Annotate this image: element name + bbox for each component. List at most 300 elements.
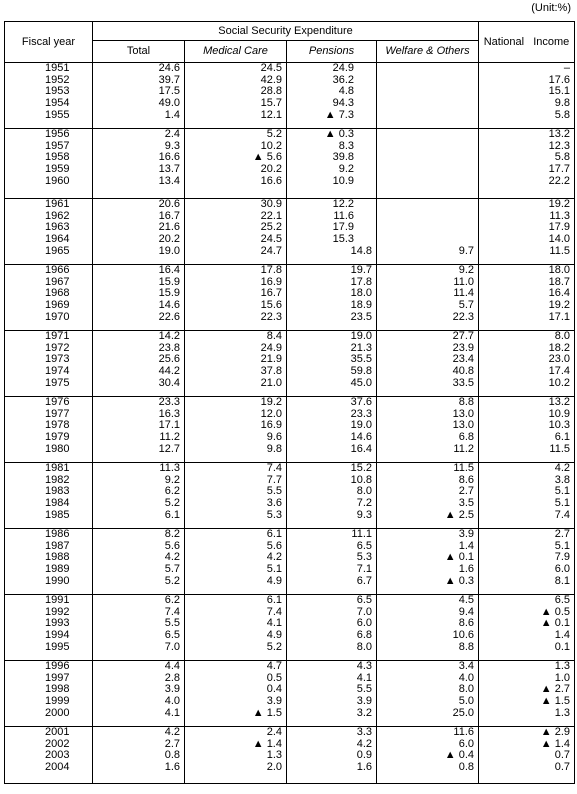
value: ▲ 2.5: [444, 508, 475, 521]
medical-care-cell: [185, 727, 287, 784]
value: 6.5: [164, 629, 180, 642]
fiscal-year: 2001: [45, 726, 70, 738]
national-income-cell: [479, 595, 575, 661]
fiscal-year: 1974: [45, 365, 70, 378]
welfare-others-cell: [377, 397, 479, 463]
value: 13.0: [452, 419, 475, 432]
value: 6.7: [356, 574, 372, 587]
welfare-others-cell: [377, 199, 479, 265]
fiscal-year: 1956: [45, 128, 70, 140]
welfare-others-cell: [377, 129, 479, 199]
value: 3.6: [266, 497, 282, 510]
table-row-group: [5, 199, 575, 265]
national-income-cell: [479, 331, 575, 397]
value: 15.1: [548, 85, 571, 98]
value: 12.0: [260, 407, 282, 420]
value: 0.9: [356, 749, 372, 762]
value: 2.4: [266, 726, 282, 738]
value: 9.2: [458, 264, 475, 276]
value: 16.3: [158, 407, 180, 420]
welfare-others-cell: [377, 265, 479, 331]
value: 4.3: [356, 660, 372, 672]
pensions-cell: [287, 199, 377, 265]
fiscal-year: 1952: [45, 73, 70, 86]
header-pensions: Pensions: [287, 40, 377, 62]
value: 8.2: [164, 528, 180, 540]
value: [377, 129, 478, 141]
value: 45.0: [350, 376, 372, 389]
total-cell: [93, 529, 185, 595]
national-income-cell: [479, 661, 575, 727]
fiscal-year: 1985: [45, 508, 70, 521]
fiscal-year-cell: [5, 661, 93, 727]
fiscal-year: 1965: [45, 244, 70, 257]
value: 21.6: [158, 221, 180, 234]
value: [377, 63, 478, 75]
value: 12.2: [332, 198, 354, 210]
value: 24.6: [158, 62, 180, 74]
value: 39.8: [332, 151, 354, 164]
value: 5.3: [356, 551, 372, 564]
value: 22.1: [260, 209, 282, 222]
value: 13.2: [548, 396, 571, 408]
table-row-group: [5, 397, 575, 463]
fiscal-year: 1958: [45, 151, 70, 164]
value: 17.6: [548, 73, 571, 86]
value: 21.0: [260, 376, 282, 389]
value: 10.6: [452, 629, 475, 642]
value: 2.7: [164, 737, 180, 750]
fiscal-year: 1972: [45, 341, 70, 354]
national-income-cell: [479, 199, 575, 265]
fiscal-year: 1983: [45, 485, 70, 498]
value: 0.8: [164, 749, 180, 762]
value: 10.3: [548, 419, 571, 432]
value: 23.9: [452, 341, 475, 354]
value: 11.3: [549, 209, 571, 222]
value: [377, 152, 478, 164]
value: 3.2: [356, 706, 372, 719]
value: 59.8: [350, 365, 372, 378]
fiscal-year: 1988: [45, 551, 70, 564]
value: 9.3: [164, 139, 180, 152]
value: 5.1: [554, 485, 571, 498]
value: 13.7: [158, 163, 180, 176]
value: 10.9: [548, 407, 571, 420]
table-row-group: [5, 63, 575, 129]
fiscal-year: 1996: [45, 660, 70, 672]
value: 16.9: [260, 275, 282, 288]
value: [377, 141, 478, 153]
value: [377, 75, 478, 87]
value: 7.2: [356, 497, 372, 510]
value: 39.7: [158, 73, 180, 86]
fiscal-year: 1953: [45, 85, 70, 98]
value: 22.3: [452, 310, 475, 323]
value: 13.4: [158, 174, 180, 187]
value: 5.6: [164, 539, 180, 552]
value: 24.7: [260, 244, 282, 257]
table-row-group: [5, 727, 575, 784]
value: 5.2: [164, 497, 180, 510]
value: 10.2: [260, 139, 282, 152]
pensions-cell: [287, 63, 377, 129]
fiscal-year: 1978: [45, 419, 70, 432]
value: 19.7: [350, 264, 372, 276]
value: 42.9: [260, 73, 282, 86]
fiscal-year: 1966: [45, 264, 70, 276]
value: 1.3: [554, 660, 571, 672]
value: [377, 222, 478, 234]
value: 23.0: [548, 353, 571, 366]
value: 1.3: [554, 706, 571, 719]
value: 15.9: [158, 275, 180, 288]
value: 4.1: [164, 706, 180, 719]
value: 10.8: [350, 473, 372, 486]
value: [377, 211, 478, 223]
value: 11.2: [159, 431, 180, 444]
value: 6.1: [164, 508, 180, 521]
value: 7.1: [356, 563, 372, 576]
value: 3.9: [266, 695, 282, 708]
value: 4.2: [164, 726, 180, 738]
medical-care-cell: [185, 331, 287, 397]
total-cell: [93, 265, 185, 331]
table-row-group: [5, 595, 575, 661]
value: 16.6: [158, 151, 180, 164]
value: 17.8: [260, 264, 282, 276]
value: 4.4: [164, 660, 180, 672]
value: 18.0: [548, 264, 571, 276]
fiscal-year: 1957: [45, 139, 70, 152]
value: 5.2: [164, 574, 180, 587]
value: 8.0: [356, 640, 372, 653]
header-medical-care: Medical Care: [185, 40, 287, 62]
value: [377, 176, 478, 188]
value: [377, 86, 478, 98]
fiscal-year-cell: [5, 199, 93, 265]
value: 0.7: [554, 761, 571, 774]
value: 11.3: [159, 462, 180, 474]
value: 9.4: [458, 605, 475, 618]
value: 15.6: [260, 299, 282, 312]
fiscal-year: 2004: [45, 761, 70, 774]
value: 7.0: [164, 640, 180, 653]
value: 5.3: [266, 508, 282, 521]
value: 8.1: [554, 574, 571, 587]
value: 23.8: [158, 341, 180, 354]
value: 21.9: [260, 353, 282, 366]
pensions-cell: [287, 463, 377, 529]
fiscal-year: 1997: [45, 671, 70, 684]
value: 22.3: [260, 310, 282, 323]
value: 23.3: [158, 396, 180, 408]
fiscal-year: 1971: [45, 330, 70, 342]
value: 23.3: [350, 407, 372, 420]
national-income-cell: [479, 727, 575, 784]
value: 9.6: [266, 431, 282, 444]
value: 15.3: [332, 233, 354, 246]
value: 15.2: [350, 462, 372, 474]
value: 6.1: [266, 594, 282, 606]
value: 1.4: [554, 629, 571, 642]
value: 8.4: [266, 330, 282, 342]
value: 11.6: [453, 726, 475, 738]
value: 8.8: [458, 640, 475, 653]
value: 15.7: [260, 97, 282, 110]
fiscal-year: 1960: [45, 174, 70, 187]
value: 2.7: [554, 528, 571, 540]
value: 33.5: [452, 376, 475, 389]
value: 4.0: [458, 671, 475, 684]
value: 5.0: [458, 695, 475, 708]
table-row-group: [5, 331, 575, 397]
medical-care-cell: [185, 463, 287, 529]
fiscal-year: 1993: [45, 617, 70, 630]
fiscal-year: 1975: [45, 376, 70, 389]
value: 4.2: [266, 551, 282, 564]
value: 5.1: [554, 497, 571, 510]
national-income-cell: [479, 397, 575, 463]
value: 19.2: [548, 198, 571, 210]
value: ▲ 2.9: [540, 726, 571, 738]
value: 4.9: [266, 574, 282, 587]
value: 7.0: [356, 605, 372, 618]
medical-care-cell: [185, 397, 287, 463]
value: 14.2: [158, 330, 180, 342]
value: 12.1: [260, 108, 282, 121]
value: 9.8: [266, 442, 282, 455]
value: 6.5: [356, 594, 372, 606]
value: 40.8: [452, 365, 475, 378]
fiscal-year: 1987: [45, 539, 70, 552]
value: 17.7: [548, 163, 571, 176]
value: 12.7: [158, 442, 180, 455]
value: ▲ 2.7: [540, 683, 571, 696]
medical-care-cell: [185, 595, 287, 661]
value: 9.3: [356, 508, 372, 521]
fiscal-year: 1999: [45, 695, 70, 708]
fiscal-year: 1963: [45, 221, 70, 234]
value: ▲ 0.1: [444, 551, 475, 564]
value: 16.7: [260, 287, 282, 300]
value: 24.9: [260, 341, 282, 354]
value: 17.4: [548, 365, 571, 378]
pensions-cell: [287, 265, 377, 331]
value: 1.4: [458, 539, 475, 552]
value: 3.3: [356, 726, 372, 738]
unit-label: (Unit:%): [531, 2, 571, 14]
value: ▲ 0.5: [540, 605, 571, 618]
value: 10.2: [548, 376, 571, 389]
value: 6.0: [356, 617, 372, 630]
total-cell: [93, 129, 185, 199]
value: 7.4: [164, 605, 180, 618]
welfare-others-cell: [377, 463, 479, 529]
value: 19.0: [350, 330, 372, 342]
value: 8.6: [458, 617, 475, 630]
table-row-group: [5, 265, 575, 331]
value: 4.2: [356, 737, 372, 750]
value: 4.2: [554, 462, 571, 474]
medical-care-cell: [185, 661, 287, 727]
total-cell: [93, 463, 185, 529]
fiscal-year: 1959: [45, 163, 70, 176]
value: 25.2: [260, 221, 282, 234]
value: 18.0: [350, 287, 372, 300]
value: 7.4: [266, 462, 282, 474]
total-cell: [93, 661, 185, 727]
total-cell: [93, 199, 185, 265]
value: 23.4: [452, 353, 475, 366]
value: [377, 199, 478, 211]
value: 4.1: [266, 617, 282, 630]
value: 15.9: [158, 287, 180, 300]
fiscal-year: 1995: [45, 640, 70, 653]
value: 3.9: [458, 528, 475, 540]
value: 21.3: [350, 341, 372, 354]
value: 7.4: [554, 508, 571, 521]
value: 4.2: [164, 551, 180, 564]
value: 11.1: [351, 528, 372, 540]
value: 3.4: [458, 660, 475, 672]
fiscal-year: 1970: [45, 310, 70, 323]
value: 3.9: [356, 695, 372, 708]
value: 5.1: [554, 539, 571, 552]
value: ▲ 0.3: [324, 128, 354, 140]
value: 14.8: [350, 244, 372, 257]
table-row-group: [5, 661, 575, 727]
value: 10.9: [332, 174, 354, 187]
fiscal-year: 1973: [45, 353, 70, 366]
total-cell: [93, 397, 185, 463]
value: 5.8: [554, 151, 571, 164]
fiscal-year-cell: [5, 397, 93, 463]
value: 0.5: [266, 671, 282, 684]
value: 0.7: [554, 749, 571, 762]
value: 8.6: [458, 473, 475, 486]
value: 6.2: [164, 594, 180, 606]
fiscal-year-cell: [5, 727, 93, 784]
value: 9.2: [338, 163, 354, 176]
medical-care-cell: [185, 265, 287, 331]
value: 0.4: [266, 683, 282, 696]
fiscal-year: 1992: [45, 605, 70, 618]
value: 19.0: [158, 244, 180, 257]
national-income-cell: [479, 63, 575, 129]
value: 16.4: [350, 442, 372, 455]
welfare-others-cell: [377, 661, 479, 727]
value: 11.5: [549, 244, 571, 257]
value: 6.5: [554, 594, 571, 606]
national-income-cell: [479, 265, 575, 331]
value: ▲ 1.4: [540, 737, 571, 750]
value: 22.2: [548, 174, 571, 187]
value: 27.7: [452, 330, 475, 342]
value: 8.3: [338, 139, 354, 152]
header-social-security-group: Social Security Expenditure: [93, 22, 479, 41]
fiscal-year-cell: [5, 595, 93, 661]
value: 11.0: [453, 275, 475, 288]
value: 16.7: [158, 209, 180, 222]
fiscal-year: 1981: [45, 462, 70, 474]
value: 0.8: [458, 761, 475, 774]
value: 6.5: [356, 539, 372, 552]
value: 17.5: [158, 85, 180, 98]
fiscal-year: 1969: [45, 299, 70, 312]
fiscal-year: 1982: [45, 473, 70, 486]
value: 5.2: [266, 128, 282, 140]
value: 3.5: [458, 497, 475, 510]
fiscal-year: 1964: [45, 233, 70, 246]
header-fiscal-year: Fiscal year: [5, 22, 93, 63]
value: ▲ 0.3: [444, 574, 475, 587]
value: 4.1: [356, 671, 372, 684]
fiscal-year-cell: [5, 529, 93, 595]
fiscal-year: 1979: [45, 431, 70, 444]
value: 1.6: [164, 761, 180, 774]
value: –: [563, 62, 571, 74]
value: 17.1: [548, 310, 571, 323]
fiscal-year: 1980: [45, 442, 70, 455]
fiscal-year: 1990: [45, 574, 70, 587]
fiscal-year: 1998: [45, 683, 70, 696]
national-income-cell: [479, 529, 575, 595]
value: 5.6: [266, 539, 282, 552]
value: 4.5: [458, 594, 475, 606]
pensions-cell: [287, 595, 377, 661]
fiscal-year: 1954: [45, 97, 70, 110]
value: 11.2: [453, 442, 475, 455]
value: 18.7: [548, 275, 571, 288]
value: [377, 234, 478, 246]
value: 4.9: [266, 629, 282, 642]
value: 18.2: [548, 341, 571, 354]
fiscal-year: 1984: [45, 497, 70, 510]
value: 2.4: [164, 128, 180, 140]
header-welfare-others: Welfare & Others: [377, 40, 479, 62]
value: 24.5: [260, 233, 282, 246]
value: 14.6: [350, 431, 372, 444]
value: 23.5: [350, 310, 372, 323]
value: 4.7: [266, 660, 282, 672]
value: ▲ 1.4: [252, 737, 282, 750]
value: 14.0: [548, 233, 571, 246]
value: 37.6: [350, 396, 372, 408]
value: 13.0: [452, 407, 475, 420]
welfare-others-cell: [377, 63, 479, 129]
value: ▲ 0.1: [540, 617, 571, 630]
value: 30.4: [158, 376, 180, 389]
fiscal-year: 1989: [45, 563, 70, 576]
value: 16.4: [158, 264, 180, 276]
value: ▲ 7.3: [324, 108, 354, 121]
value: 5.5: [164, 617, 180, 630]
value: 20.2: [158, 233, 180, 246]
value: 24.9: [332, 62, 354, 74]
value: [377, 98, 478, 110]
pensions-cell: [287, 529, 377, 595]
pensions-cell: [287, 661, 377, 727]
value: 9.8: [554, 97, 571, 110]
value: 11.4: [453, 287, 475, 300]
medical-care-cell: [185, 129, 287, 199]
value: 94.3: [332, 97, 354, 110]
national-income-cell: [479, 463, 575, 529]
value: 6.0: [554, 563, 571, 576]
header-total: Total: [93, 40, 185, 62]
fiscal-year: 2002: [45, 737, 70, 750]
